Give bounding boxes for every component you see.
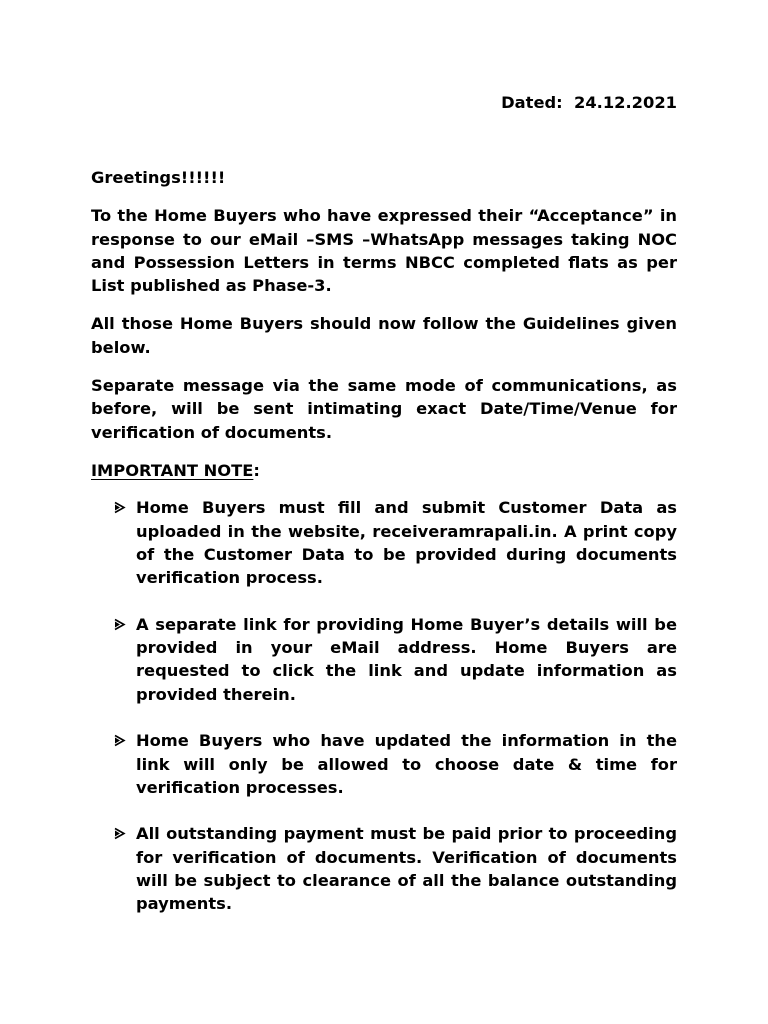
paragraph-separate-message: Separate message via the same mode of communications, as before, will be sent intimating exact Date/Time/Venue for verification of documents. — [91, 376, 677, 442]
list-item — [91, 822, 677, 915]
list-item — [91, 729, 677, 799]
list-item-text: All outstanding payment must be paid prior to proceeding for verification of documents. Verification of documents will be subject to clearance of all the balance outstanding payments. — [136, 824, 677, 914]
greeting: Greetings!!!!!! — [91, 168, 226, 187]
list-item-text: A separate link for providing Home Buyer’s details will be provided in your eMail address. Home Buyers are requested to click the link and update information as provided therein. — [136, 614, 677, 704]
list-item — [91, 613, 677, 706]
date-line: Dated: 24.12.2021 — [501, 93, 677, 112]
paragraph-guidelines: All those Home Buyers should now follow the Guidelines given below. — [91, 314, 677, 357]
letter-body — [91, 166, 677, 916]
list-item-text: Home Buyers must fill and submit Customer Data as uploaded in the website, receiveramrapali.in. A print copy of the Customer Data to be provided during documents verification process. — [136, 498, 677, 588]
arrowhead-bullet-icon — [113, 613, 127, 636]
important-note-heading — [91, 459, 677, 482]
arrowhead-bullet-icon — [113, 729, 127, 752]
list-item-text: Home Buyers who have updated the information in the link will only be allowed to choose date & time for verification processes. — [136, 731, 677, 797]
paragraph-acceptance: To the Home Buyers who have expressed their “Acceptance” in response to our eMail –SMS –WhatsApp messages taking NOC and Possession Letters in terms NBCC completed flats as per List published as Phase-3. — [91, 206, 677, 296]
arrowhead-bullet-icon — [113, 496, 127, 519]
important-note-colon: : — [253, 460, 260, 480]
important-note-label: IMPORTANT NOTE — [91, 460, 254, 480]
list-item — [91, 496, 677, 589]
arrowhead-bullet-icon — [113, 822, 127, 845]
guidelines-list — [91, 496, 677, 915]
